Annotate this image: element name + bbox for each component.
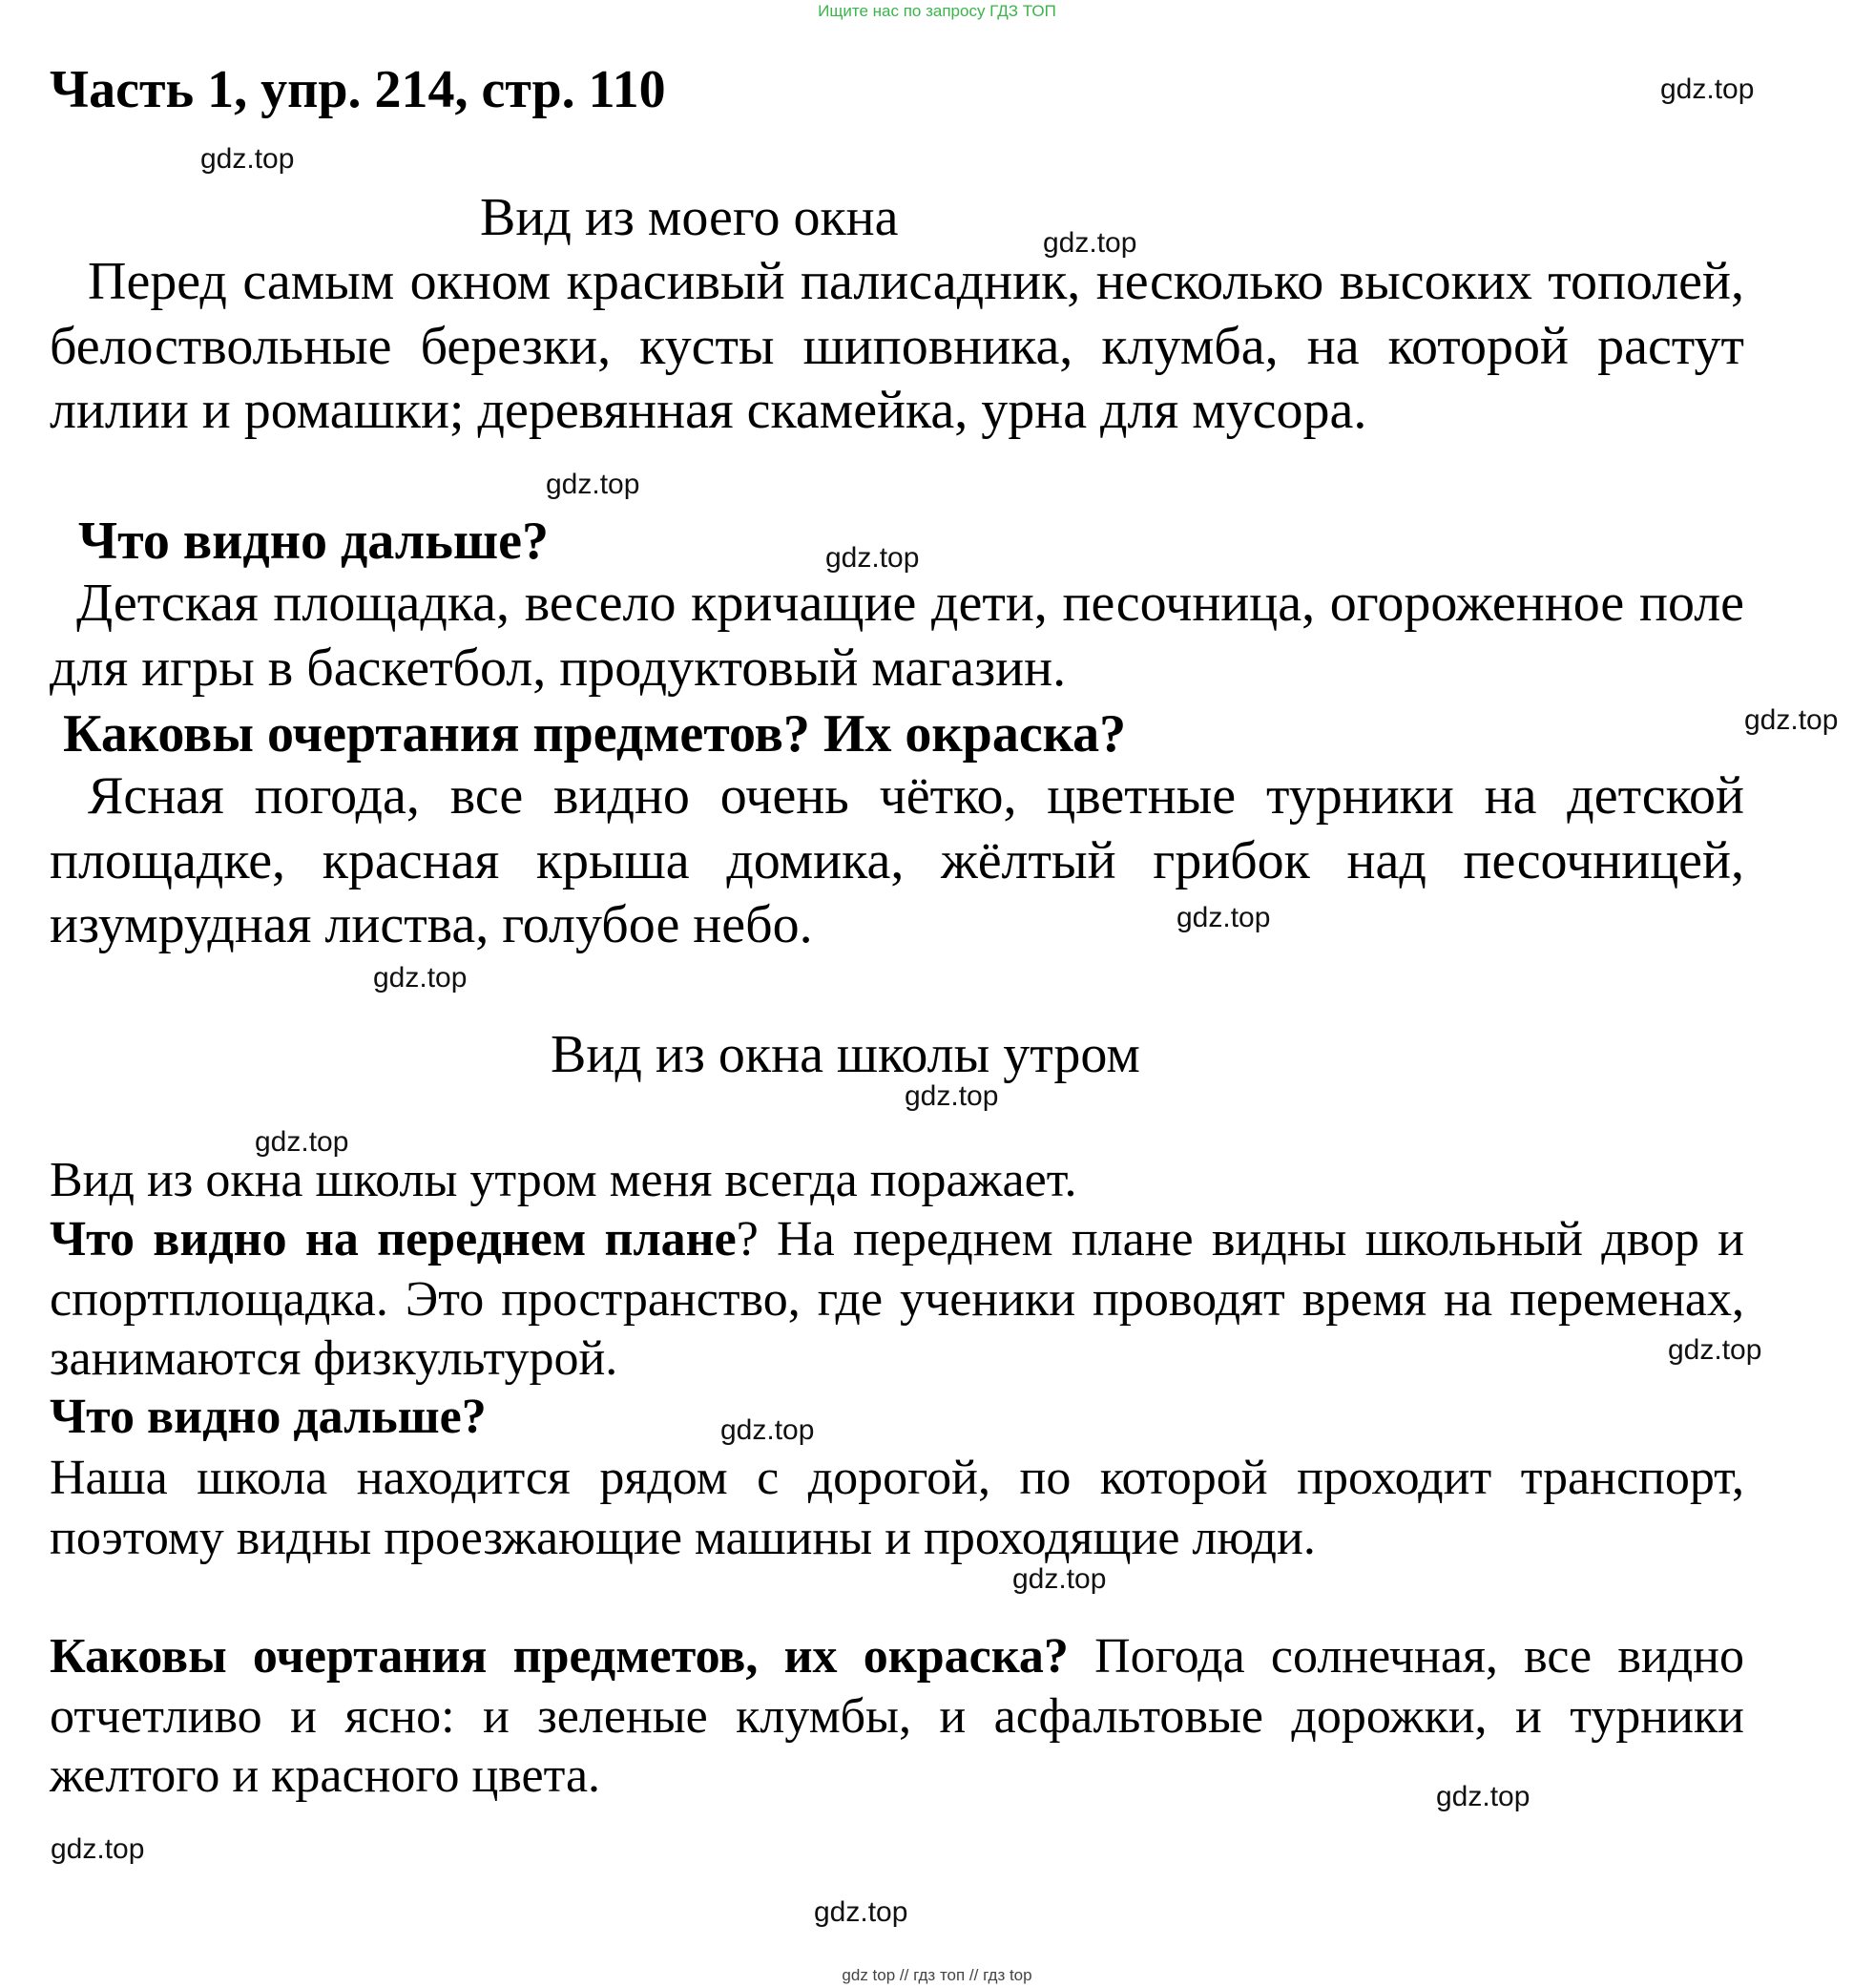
watermark: gdz.top <box>1668 1334 1762 1366</box>
section2-answer-3: Погода солнечная, все видно отчетливо и ясно: и зеленые клумбы, и асфальтовые дорожки, и турники желтого и красного цвета. <box>50 1629 1744 1803</box>
section2-paragraph-3 <box>50 1627 1744 1807</box>
section1-intro <box>50 250 1744 444</box>
section2-answer-1: ? На переднем плане видны школьный двор и спортплощадка. Это пространство, где ученики проводят время на переменах, занимаются физкультурой. <box>50 1212 1745 1386</box>
section2-question-2: Что видно дальше? <box>50 1390 487 1444</box>
section1-title: Вид из моего окна <box>480 188 899 247</box>
watermark: gdz.top <box>1012 1563 1107 1595</box>
watermark: gdz.top <box>905 1080 999 1112</box>
section2-question-3: Каковы очертания предметов, их окраска? <box>50 1629 1069 1684</box>
section2-question-1: Что видно на переднем плане <box>50 1212 737 1266</box>
section1-question-3: Каковы очертания предметов? Их окраска? <box>63 704 1127 764</box>
bottom-banner: gdz top // гдз топ // гдз top <box>842 1966 1032 1984</box>
section1-answer-3-text: Ясная погода, все видно очень чётко, цветные турники на детской площадке, красная крыша домика, жёлтый грибок над песочницей, изумрудная листва, голубое небо. <box>50 766 1744 954</box>
section1-answer-2-text: Детская площадка, весело кричащие дети, песочница, огороженное поле для игры в баскетбол, продуктовый магазин. <box>50 574 1744 698</box>
section1-intro-text: Перед самым окном красивый палисадник, несколько высоких тополей, белоствольные березки, кусты шиповника, клумба, на которой растут лилии и ромашки; деревянная скамейка, урна для мусора. <box>50 252 1744 440</box>
watermark: gdz.top <box>373 962 468 994</box>
section2-paragraph-1 <box>50 1210 1744 1390</box>
watermark: gdz.top <box>720 1414 815 1446</box>
section2-answer-2: Наша школа находится рядом с дорогой, по которой проходит транспорт, поэтому видны проезжающие машины и проходящие люди. <box>50 1451 1744 1565</box>
section2-title: Вид из окна школы утром <box>551 1025 1140 1084</box>
top-banner: Ищите нас по запросу ГДЗ ТОП <box>818 2 1056 20</box>
watermark: gdz.top <box>255 1126 349 1158</box>
watermark: gdz.top <box>1436 1781 1530 1812</box>
watermark: gdz.top <box>200 143 295 175</box>
section2-intro: Вид из окна школы утром меня всегда поражает. <box>50 1153 1077 1207</box>
watermark: gdz.top <box>814 1896 908 1928</box>
section1-answer-2 <box>50 572 1744 701</box>
watermark: gdz.top <box>1176 902 1271 933</box>
watermark: gdz.top <box>546 469 640 500</box>
section1-answer-3 <box>50 764 1744 958</box>
page-heading: Часть 1, упр. 214, стр. 110 <box>50 60 666 119</box>
watermark: gdz.top <box>1660 73 1755 105</box>
watermark: gdz.top <box>1744 704 1839 736</box>
watermark: gdz.top <box>51 1833 145 1865</box>
section1-question-2: Что видно дальше? <box>78 512 549 571</box>
watermark: gdz.top <box>825 542 920 574</box>
watermark: gdz.top <box>1043 227 1137 259</box>
